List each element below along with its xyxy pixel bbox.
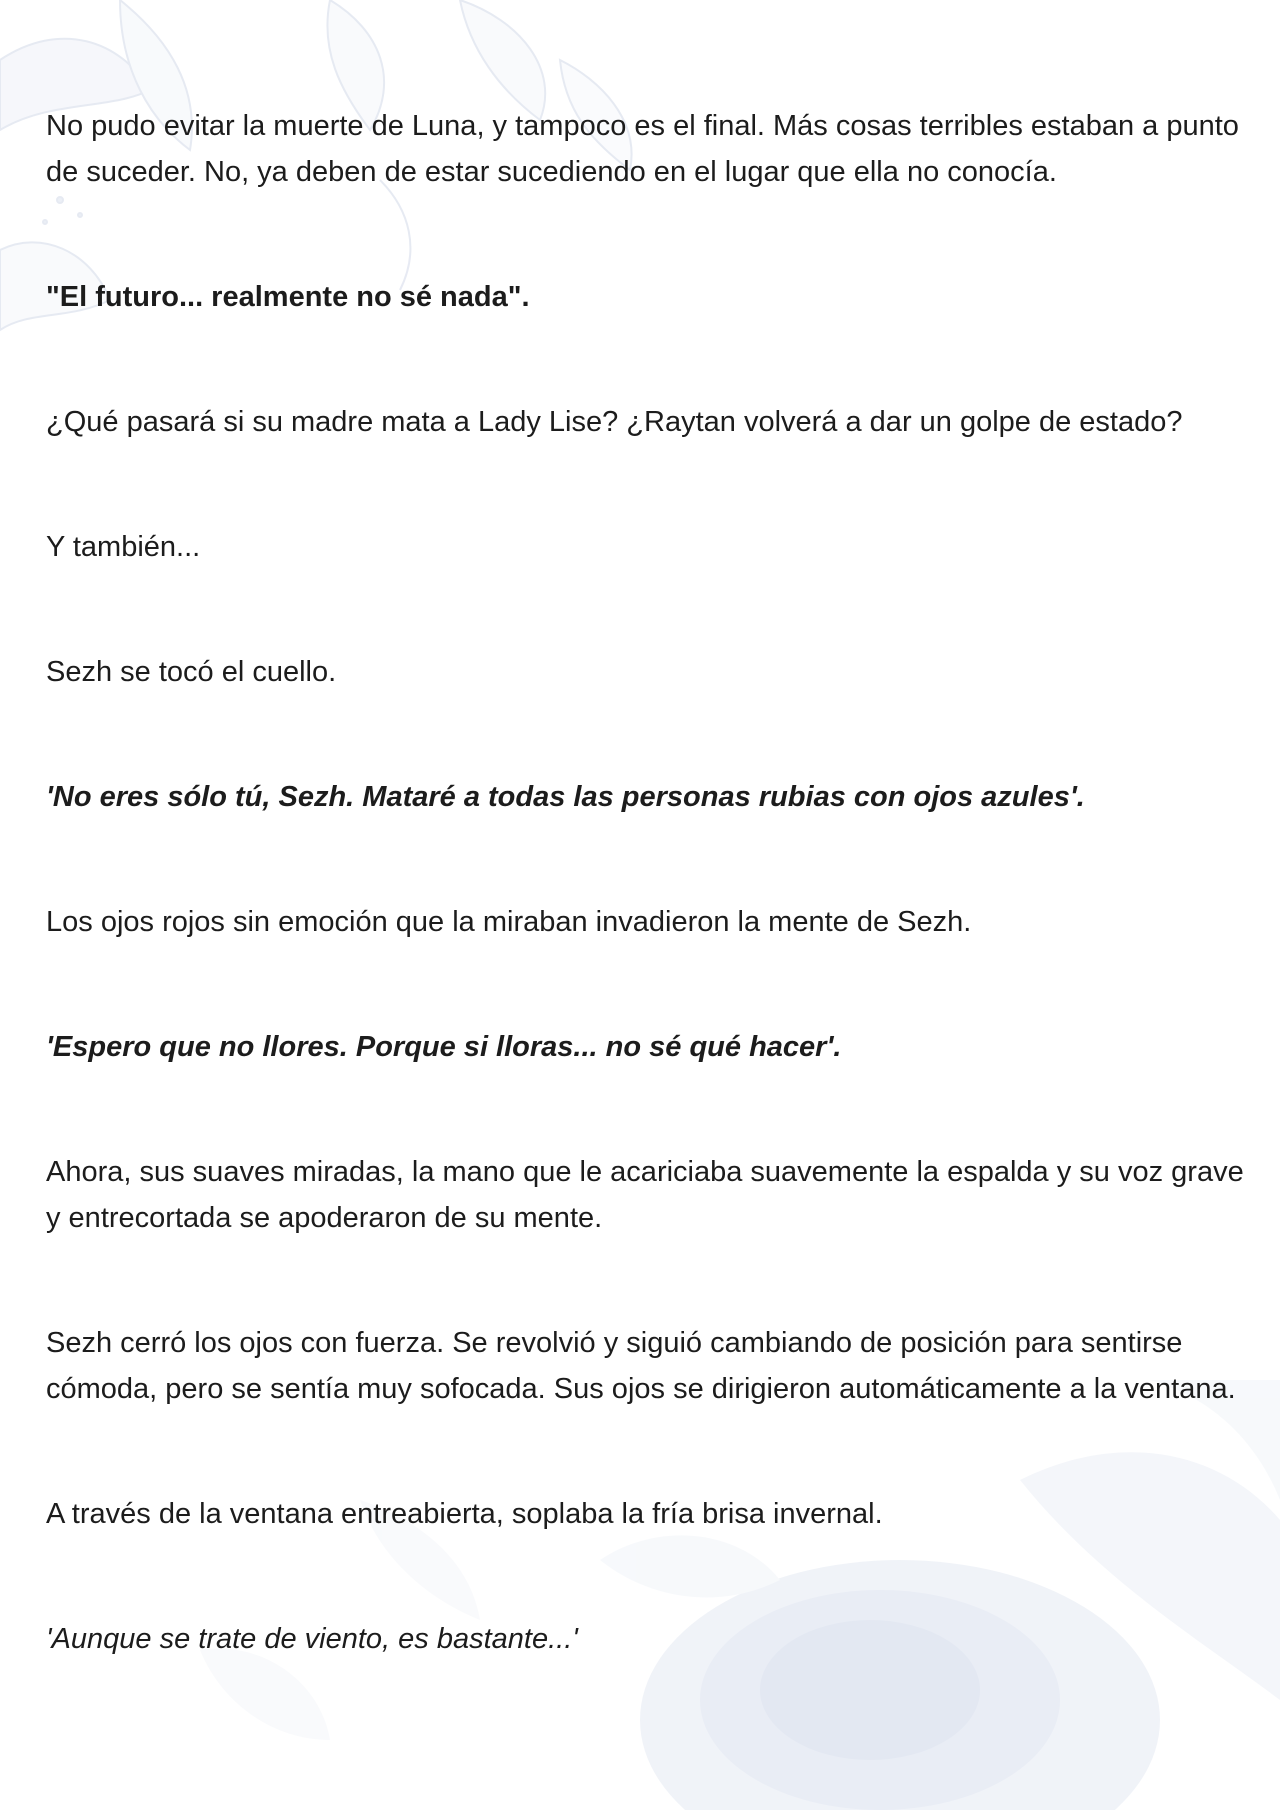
paragraph-2-dialogue: "El futuro... realmente no sé nada". (46, 281, 530, 313)
paragraph-11: A través de la ventana entreabierta, soplaba la fría brisa invernal. (46, 1498, 883, 1530)
paragraph-6-thought: 'No eres sólo tú, Sezh. Mataré a todas las personas rubias con ojos azules'. (46, 781, 1085, 813)
paragraph-7: Los ojos rojos sin emoción que la miraban invadieron la mente de Sezh. (46, 906, 972, 938)
document-page (46, 103, 1246, 1662)
paragraph-9: Ahora, sus suaves miradas, la mano que le acariciaba suavemente la espalda y su voz grave y entrecortada se apoderaron de su mente. (46, 1156, 1244, 1234)
paragraph-1: No pudo evitar la muerte de Luna, y tampoco es el final. Más cosas terribles estaban a punto de suceder. No, ya deben de estar sucediendo en el lugar que ella no conocía. (46, 110, 1239, 188)
paragraph-3: ¿Qué pasará si su madre mata a Lady Lise? ¿Raytan volverá a dar un golpe de estado? (46, 406, 1183, 438)
paragraph-5: Sezh se tocó el cuello. (46, 656, 337, 688)
paragraph-8-thought: 'Espero que no llores. Porque si lloras... no sé qué hacer'. (46, 1031, 842, 1063)
paragraph-4: Y también... (46, 531, 201, 563)
paragraph-12-thought: 'Aunque se trate de viento, es bastante...' (46, 1623, 578, 1655)
paragraph-10: Sezh cerró los ojos con fuerza. Se revolvió y siguió cambiando de posición para sentirse cómoda, pero se sentía muy sofocada. Sus ojos se dirigieron automáticamente a la ventana. (46, 1327, 1236, 1405)
